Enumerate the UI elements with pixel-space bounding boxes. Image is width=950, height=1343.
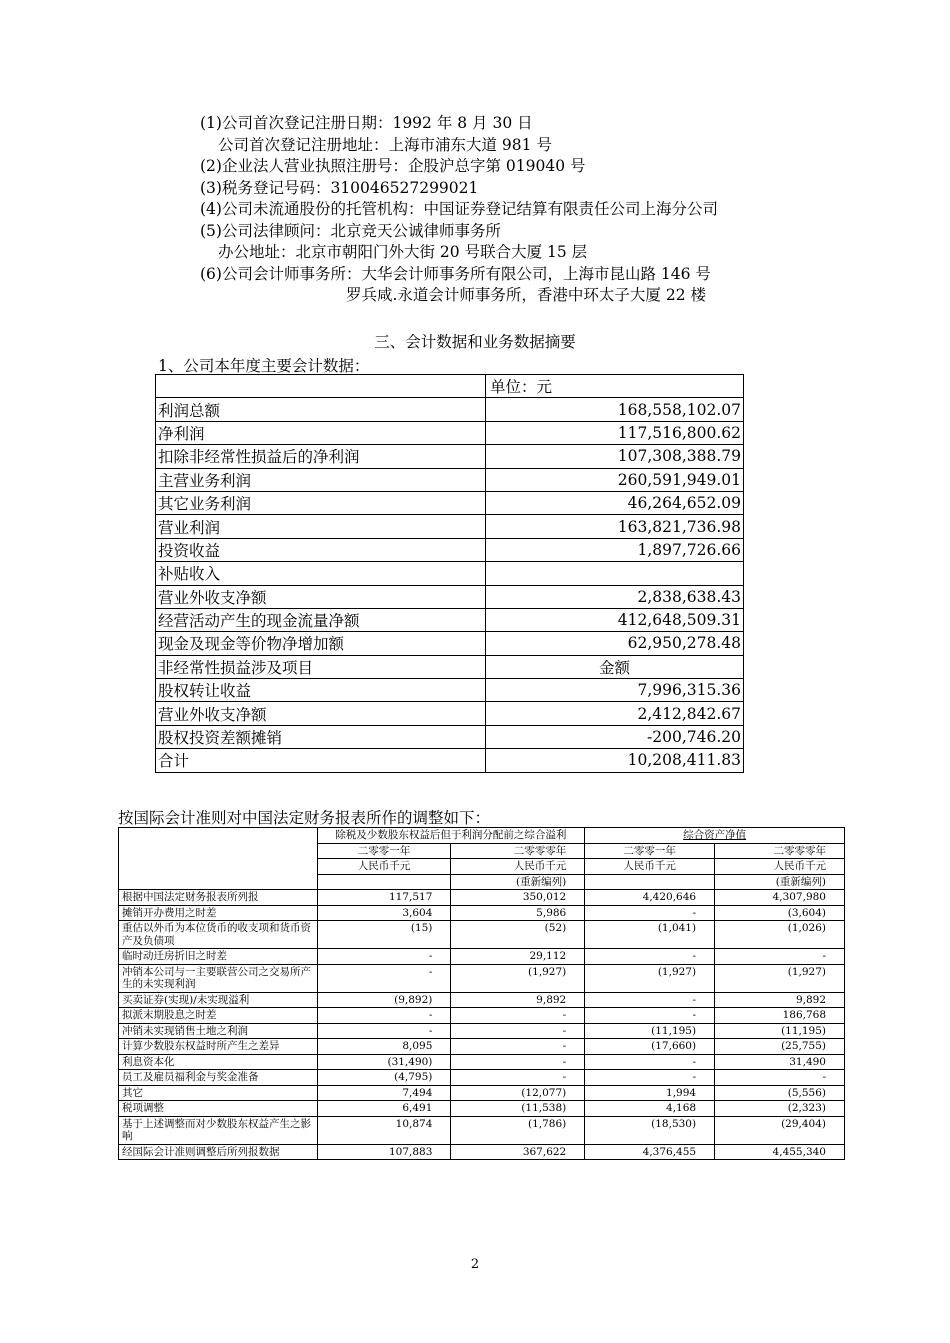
row-label: 净利润 xyxy=(156,421,486,444)
adjustment-label: 员工及雇员福利金与奖金准备 xyxy=(119,1070,318,1086)
label-header-cell xyxy=(119,828,318,890)
table-row xyxy=(156,585,744,608)
adjustment-value: - xyxy=(585,992,715,1008)
currency-header: 人民币千元 xyxy=(715,859,845,875)
info-line-7: 办公地址：北京市朝阳门外大街 20 号联合大厦 15 层 xyxy=(218,243,588,261)
info-line-6: (5)公司法律顾问：北京竞天公诚律师事务所 xyxy=(200,221,501,240)
table-row xyxy=(156,608,744,631)
main-accounting-table xyxy=(155,374,744,773)
adjustment-value: (4,795) xyxy=(317,1070,451,1086)
adjustment-value: (1,786) xyxy=(451,1116,585,1144)
table-row xyxy=(119,921,845,949)
adjustment-label: 买卖证券(实现)/未实现溢利 xyxy=(119,992,318,1008)
table-row xyxy=(156,679,744,702)
table-row xyxy=(156,538,744,561)
table-row xyxy=(156,375,744,398)
adjustment-value: - xyxy=(585,949,715,965)
row-value: 7,996,315.36 xyxy=(486,679,744,702)
adjustment-value: (3,604) xyxy=(715,905,845,921)
currency-header: 人民币千元 xyxy=(317,859,451,875)
year-header: 二零零一年 xyxy=(585,843,715,859)
row-value: 46,264,652.09 xyxy=(486,491,744,514)
info-line-9: 罗兵咸.永道会计师事务所，香港中环太子大厦 22 楼 xyxy=(346,286,707,304)
adjustment-value: 8,095 xyxy=(317,1039,451,1055)
adjustment-label: 计算少数股东权益时所产生之差异 xyxy=(119,1039,318,1055)
info-line-4: (3)税务登记号码：310046527299021 xyxy=(200,178,479,197)
adjustment-value: - xyxy=(451,1039,585,1055)
table-row xyxy=(119,905,845,921)
row-label: 营业外收支净额 xyxy=(156,585,486,608)
row-label: 股权转让收益 xyxy=(156,679,486,702)
info-line-1: (1)公司首次登记注册日期：1992 年 8 月 30 日 xyxy=(200,114,533,132)
row-value: 2,412,842.67 xyxy=(486,702,744,725)
adjustment-value: - xyxy=(451,1054,585,1070)
adjustment-value: - xyxy=(317,1023,451,1039)
adjustment-value: (5,556) xyxy=(715,1085,845,1101)
adjustment-value: (11,538) xyxy=(451,1101,585,1117)
adjustment-value: 186,768 xyxy=(715,1008,845,1024)
nonrecurring-label: 非经常性损益涉及项目 xyxy=(156,655,486,678)
page-number: 2 xyxy=(470,1257,480,1272)
adjustment-value: - xyxy=(451,1070,585,1086)
row-label: 经营活动产生的现金流量净额 xyxy=(156,608,486,631)
adjustment-label: 根据中国法定财务报表所列报 xyxy=(119,890,318,906)
table-row xyxy=(119,1116,845,1144)
table-row xyxy=(156,725,744,748)
info-line-2: 公司首次登记注册地址：上海市浦东大道 981 号 xyxy=(218,135,552,154)
table-row xyxy=(119,949,845,965)
table-row xyxy=(119,1101,845,1117)
blank-cell xyxy=(317,874,451,890)
table-row xyxy=(119,992,845,1008)
adjustment-label: 冲销本公司与一主要联营公司之交易所产生的未实现利润 xyxy=(119,964,318,992)
adjustment-value: 4,376,455 xyxy=(585,1144,715,1160)
unit-cell: 单位：元 xyxy=(486,375,744,398)
adjustment-value: (31,490) xyxy=(317,1054,451,1070)
row-value: 117,516,800.62 xyxy=(486,421,744,444)
adjustment-value: - xyxy=(585,1070,715,1086)
row-label: 利润总额 xyxy=(156,398,486,421)
table-row xyxy=(156,468,744,491)
table-row xyxy=(119,1039,845,1055)
row-label: 扣除非经常性损益后的净利润 xyxy=(156,445,486,468)
table-row xyxy=(156,632,744,655)
adjustment-value: 1,994 xyxy=(585,1085,715,1101)
info-line-8: (6)公司会计师事务所：大华会计师事务所有限公司，上海市昆山路 146 号 xyxy=(200,264,711,283)
adjustment-value: 6,491 xyxy=(317,1101,451,1117)
adjustment-value: (2,323) xyxy=(715,1101,845,1117)
table-row xyxy=(119,1023,845,1039)
adjustment-value: 4,168 xyxy=(585,1101,715,1117)
adjustment-label: 临时动迁房折旧之时差 xyxy=(119,949,318,965)
year-header: 二零零一年 xyxy=(317,843,451,859)
adjustment-value: - xyxy=(317,964,451,992)
adjustment-value: (11,195) xyxy=(715,1023,845,1039)
row-value: 10,208,411.83 xyxy=(486,749,744,772)
row-value: 163,821,736.98 xyxy=(486,515,744,538)
row-value: 412,648,509.31 xyxy=(486,608,744,631)
adjustment-value: (11,195) xyxy=(585,1023,715,1039)
table-row xyxy=(156,421,744,444)
adjustment-value: (1,927) xyxy=(715,964,845,992)
section-title: 三、会计数据和业务数据摘要 xyxy=(374,333,576,351)
adjustment-value: 4,307,980 xyxy=(715,890,845,906)
adjustment-value: 10,874 xyxy=(317,1116,451,1144)
adjustment-title: 按国际会计准则对中国法定财务报表所作的调整如下： xyxy=(118,809,491,827)
adjustment-value: (1,026) xyxy=(715,921,845,949)
adjustment-value: (18,530) xyxy=(585,1116,715,1144)
table-row xyxy=(156,515,744,538)
adjustment-value: - xyxy=(451,1008,585,1024)
table-row xyxy=(119,1008,845,1024)
adjustment-value: - xyxy=(585,1054,715,1070)
adjustment-value: (29,404) xyxy=(715,1116,845,1144)
adjustment-value: 7,494 xyxy=(317,1085,451,1101)
ias-adjustment-table xyxy=(118,827,845,1160)
adjustment-value: (17,660) xyxy=(585,1039,715,1055)
table-row xyxy=(156,398,744,421)
restated-note: (重新编列) xyxy=(715,874,845,890)
info-line-5: (4)公司未流通股份的托管机构：中国证券登记结算有限责任公司上海分公司 xyxy=(200,200,718,218)
table-row xyxy=(119,1054,845,1070)
adjustment-value: (1,927) xyxy=(585,964,715,992)
row-label: 投资收益 xyxy=(156,538,486,561)
table-row xyxy=(156,491,744,514)
adjustment-value: - xyxy=(585,905,715,921)
row-label: 营业利润 xyxy=(156,515,486,538)
adjustment-value: 367,622 xyxy=(451,1144,585,1160)
adjustment-value: 31,490 xyxy=(715,1054,845,1070)
adjustment-value: 350,012 xyxy=(451,890,585,906)
adjustment-label: 基于上述调整而对少数股东权益产生之影响 xyxy=(119,1116,318,1144)
row-label: 合计 xyxy=(156,749,486,772)
adjustment-label: 其它 xyxy=(119,1085,318,1101)
company-info xyxy=(200,113,718,307)
adjustment-label: 冲销未实现销售土地之利润 xyxy=(119,1023,318,1039)
adjustment-value: 5,986 xyxy=(451,905,585,921)
info-line-3: (2)企业法人营业执照注册号：企股沪总字第 019040 号 xyxy=(200,157,586,175)
table-row xyxy=(156,702,744,725)
adjustment-value: - xyxy=(715,1070,845,1086)
currency-header: 人民币千元 xyxy=(585,859,715,875)
row-label: 营业外收支净额 xyxy=(156,702,486,725)
adjustment-value: (1,927) xyxy=(451,964,585,992)
header-blank-cell xyxy=(156,375,486,398)
adjustment-value: (52) xyxy=(451,921,585,949)
adjustment-value: - xyxy=(451,1023,585,1039)
adjustment-value: 9,892 xyxy=(715,992,845,1008)
row-value: 260,591,949.01 xyxy=(486,468,744,491)
sub-title: 1、公司本年度主要会计数据： xyxy=(158,357,370,375)
blank-cell xyxy=(585,874,715,890)
adjustment-value: 117,517 xyxy=(317,890,451,906)
adjustment-value: (15) xyxy=(317,921,451,949)
adjustment-label: 利息资本化 xyxy=(119,1054,318,1070)
table-row xyxy=(119,1070,845,1086)
adjustment-value: 29,112 xyxy=(451,949,585,965)
row-value: -200,746.20 xyxy=(486,725,744,748)
row-value: 1,897,726.66 xyxy=(486,538,744,561)
row-label: 股权投资差额摊销 xyxy=(156,725,486,748)
table-row xyxy=(156,749,744,772)
row-label: 主营业务利润 xyxy=(156,468,486,491)
adjustment-label: 税项调整 xyxy=(119,1101,318,1117)
table-row xyxy=(156,655,744,678)
table-row xyxy=(119,1144,845,1160)
adjustment-value: - xyxy=(317,1008,451,1024)
group-header-profit: 除税及少数股东权益后但于利润分配前之综合溢利 xyxy=(317,828,585,844)
adjustment-label: 经国际会计准则调整后所列报数据 xyxy=(119,1144,318,1160)
adjustment-value: - xyxy=(585,1008,715,1024)
adjustment-value: - xyxy=(317,949,451,965)
adjustment-value: 4,420,646 xyxy=(585,890,715,906)
amount-header: 金额 xyxy=(486,655,744,678)
adjustment-label: 拟派末期股息之时差 xyxy=(119,1008,318,1024)
row-value: 107,308,388.79 xyxy=(486,445,744,468)
adjustment-value: 9,892 xyxy=(451,992,585,1008)
year-header: 二零零零年 xyxy=(715,843,845,859)
adjustment-value: (12,077) xyxy=(451,1085,585,1101)
adjustment-value: 3,604 xyxy=(317,905,451,921)
row-label: 其它业务利润 xyxy=(156,491,486,514)
adjustment-label: 重估以外币为本位货币的收支项和货币资产及负债项 xyxy=(119,921,318,949)
table-row xyxy=(119,890,845,906)
currency-header: 人民币千元 xyxy=(451,859,585,875)
table-row xyxy=(119,964,845,992)
row-value: 62,950,278.48 xyxy=(486,632,744,655)
table-row xyxy=(156,562,744,585)
adjustment-value: (9,892) xyxy=(317,992,451,1008)
row-value: 2,838,638.43 xyxy=(486,585,744,608)
row-label: 补贴收入 xyxy=(156,562,486,585)
adjustment-value: (1,041) xyxy=(585,921,715,949)
table-row xyxy=(119,1085,845,1101)
adjustment-value: 4,455,340 xyxy=(715,1144,845,1160)
table-row xyxy=(156,445,744,468)
row-value xyxy=(486,562,744,585)
group-header-net-assets: 综合资产净值 xyxy=(585,828,845,844)
adjustment-value: (25,755) xyxy=(715,1039,845,1055)
table-row xyxy=(119,828,845,844)
adjustment-value: - xyxy=(715,949,845,965)
adjustment-value: 107,883 xyxy=(317,1144,451,1160)
row-label: 现金及现金等价物净增加额 xyxy=(156,632,486,655)
year-header: 二零零零年 xyxy=(451,843,585,859)
adjustment-label: 摊销开办费用之时差 xyxy=(119,905,318,921)
row-value: 168,558,102.07 xyxy=(486,398,744,421)
restated-note: (重新编列) xyxy=(451,874,585,890)
